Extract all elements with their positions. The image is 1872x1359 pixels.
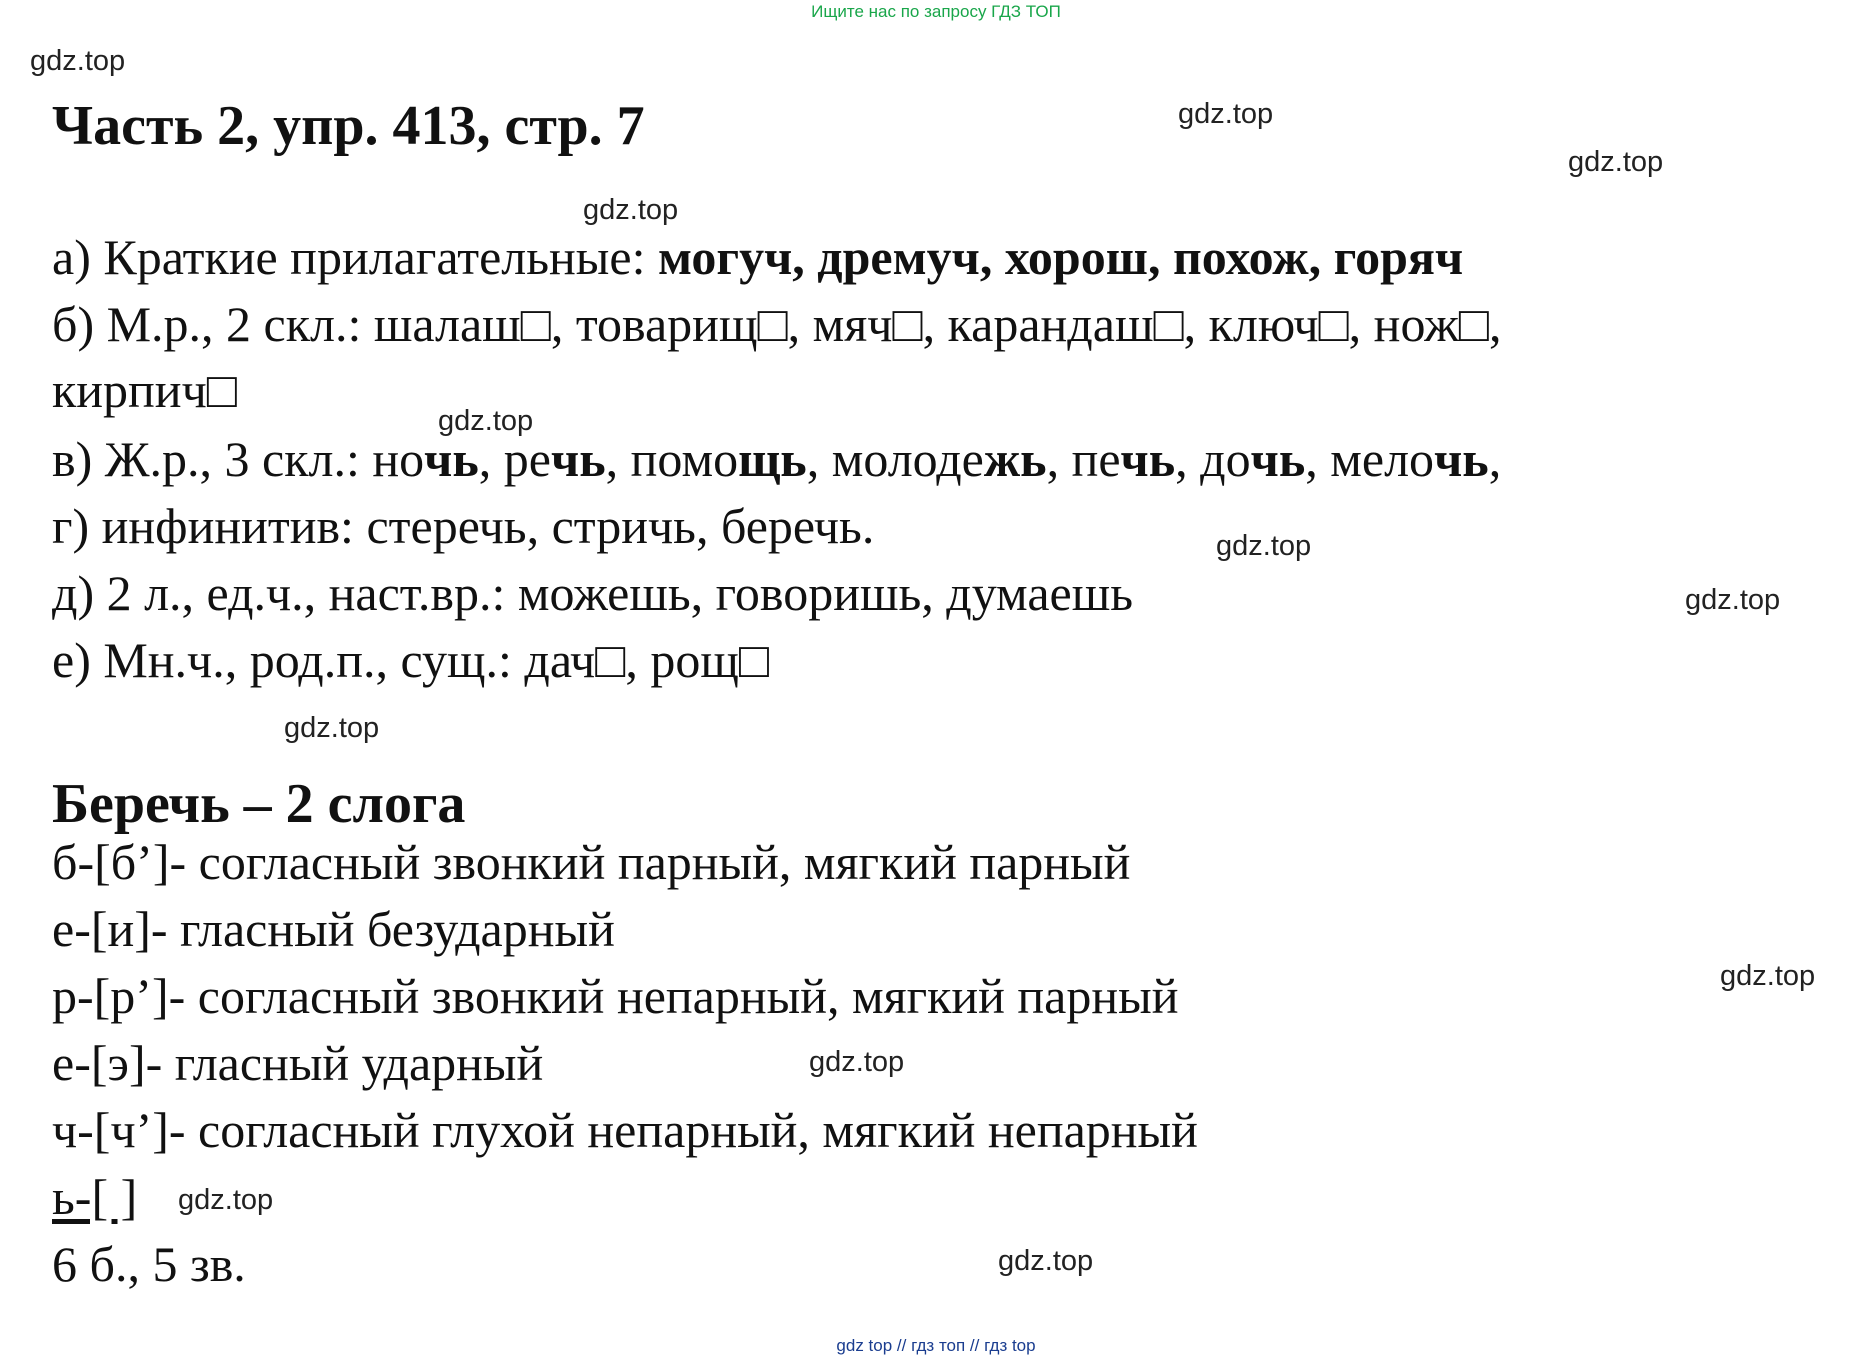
answer-b-line1: б) М.р., 2 скл.: шалаш□, товарищ□, мяч□, карандаш□, ключ□, нож□, <box>52 296 1502 352</box>
answer-v-ending: щь <box>738 431 807 487</box>
analysis-line: р-[р’]- согласный звонкий непарный, мягкий парный <box>52 968 1179 1024</box>
watermark: gdz.top <box>178 1184 274 1216</box>
watermark: gdz.top <box>30 45 126 77</box>
answer-g: г) инфинитив: стеречь, стричь, беречь. <box>52 498 875 554</box>
answer-v-text: , мело <box>1305 431 1435 487</box>
watermark: gdz.top <box>998 1245 1094 1277</box>
footer-links: gdz top // гдз топ // гдз top <box>836 1336 1036 1355</box>
answer-v-text: в) Ж.р., 3 скл.: но <box>52 431 425 487</box>
watermark: gdz.top <box>583 194 679 226</box>
watermark: gdz.top <box>1685 584 1781 616</box>
watermark: gdz.top <box>438 405 534 437</box>
page-title: Часть 2, упр. 413, стр. 7 <box>52 95 645 157</box>
answer-d: д) 2 л., ед.ч., наст.вр.: можешь, говоришь, думаешь <box>52 565 1134 621</box>
answer-a-label: а) Краткие прилагательные: <box>52 229 658 285</box>
answer-v-ending: жь <box>983 431 1047 487</box>
answer-e: е) Мн.ч., род.п., сущ.: дач□, рощ□ <box>52 632 770 688</box>
watermark: gdz.top <box>1178 98 1274 130</box>
answer-b-line2: кирпич□ <box>52 362 237 418</box>
analysis-line: ч-[ч’]- согласный глухой непарный, мягкий непарный <box>52 1102 1198 1158</box>
analysis-line: е-[э]- гласный ударный <box>52 1035 544 1091</box>
answer-v-ending: чь <box>424 431 479 487</box>
watermark: gdz.top <box>284 712 380 744</box>
watermark: gdz.top <box>1568 146 1664 178</box>
analysis-line: е-[и]- гласный безударный <box>52 901 615 957</box>
answer-v-ending: чь <box>1250 431 1306 487</box>
answer-v-ending: чь <box>1434 431 1489 487</box>
answer-v-text: , помо <box>605 431 739 487</box>
watermark: gdz.top <box>809 1046 905 1078</box>
top-banner: Ищите нас по запросу ГДЗ ТОП <box>811 2 1061 21</box>
answer-a-words: могуч, дремуч, хорош, похож, горяч <box>657 229 1464 285</box>
answer-v-ending: чь <box>551 431 606 487</box>
analysis-line: б-[б’]- согласный звонкий парный, мягкий парный <box>52 834 1131 890</box>
answer-v-text: , пе <box>1046 431 1121 487</box>
answer-v-text: , ре <box>478 431 551 487</box>
analysis-title: Беречь – 2 слога <box>52 773 466 835</box>
watermark: gdz.top <box>1216 530 1312 562</box>
answer-v <box>52 432 1501 487</box>
answer-v-text: , <box>1488 431 1502 487</box>
answer-v-text: , до <box>1175 431 1251 487</box>
analysis-line: ь-[ ] <box>52 1169 138 1225</box>
answer-v-ending: чь <box>1120 431 1176 487</box>
answer-a <box>52 230 1463 285</box>
answer-v-text: , молоде <box>806 431 984 487</box>
watermark: gdz.top <box>1720 960 1816 992</box>
analysis-summary: 6 б., 5 зв. <box>52 1236 246 1292</box>
